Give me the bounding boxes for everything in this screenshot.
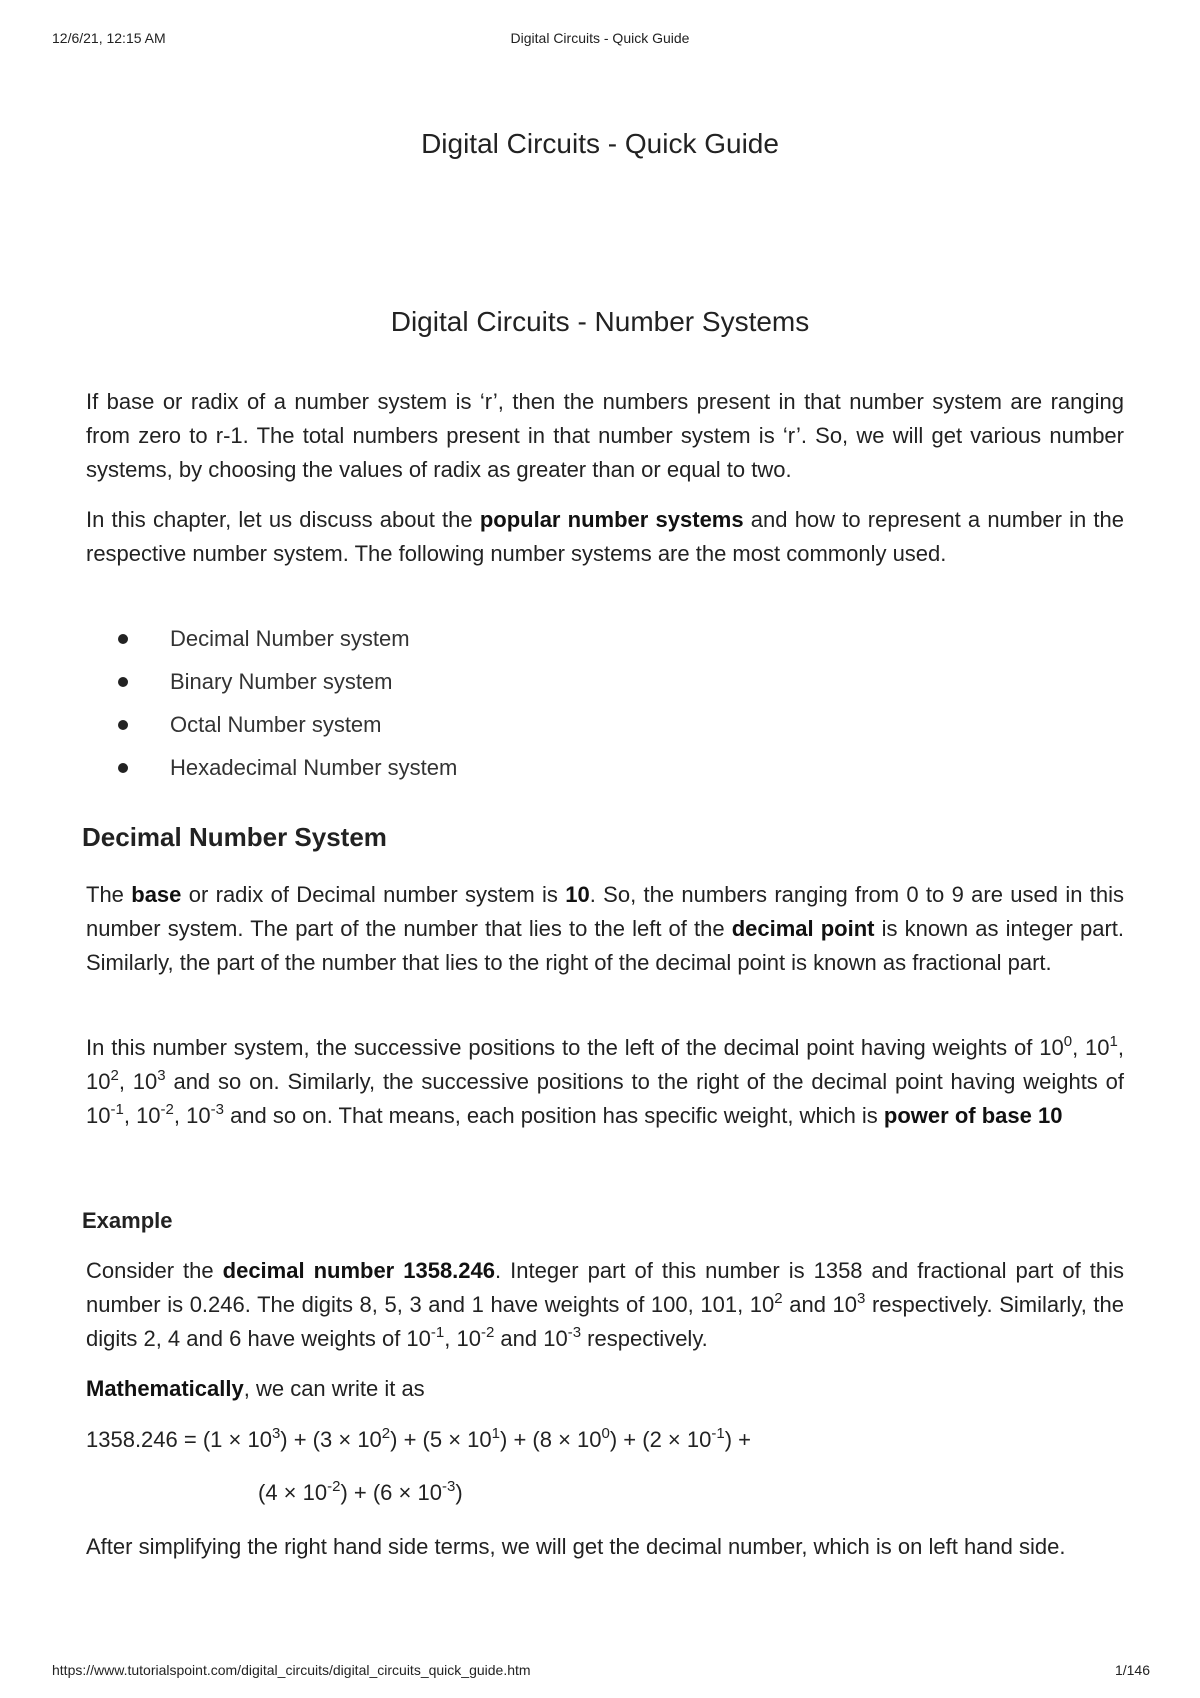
print-page-title: Digital Circuits - Quick Guide — [510, 30, 690, 46]
decimal-paragraph-2: In this number system, the successive positions to the left of the decimal point having weights of $10^0$, $10^1$, $10^2$, $10^3$ and so on. Similarly, the successive positions to the right of the decimal point having weights of $10^{-1}$, $10^{-2}$, $10^{-3}$ and so on. That means, each position has specific weight, which is power of base 10 — [86, 1032, 1124, 1128]
equation-line-2: $(4 \times 10^{-2}) + (6 \times 10^{-3})$ — [258, 1477, 463, 1505]
bullet-icon — [118, 763, 128, 773]
decimal-paragraph-1: The base or radix of Decimal number system is 10. So, the numbers ranging from 0 to 9 are used in this number system. The part of the number that lies to the left of the decimal point is known as integer part. Similarly, the part of the number that lies to the right of the decimal point is known as fractional part. — [86, 882, 1125, 975]
list-item: Decimal Number system — [112, 617, 457, 660]
print-footer-url: https://www.tutorialspoint.com/digital_circuits/digital_circuits_quick_guide.htm — [52, 1662, 531, 1678]
document-title: Digital Circuits - Quick Guide — [421, 128, 779, 159]
number-systems-list — [112, 617, 457, 789]
example-paragraph: Consider the decimal number 1358.246. Integer part of this number is 1358 and fractional part of this number is 0.246. The digits 8, 5, 3 and 1 have weights of 100, 101, $10^2$ and $10^3$ respectively. Similarly, the digits 2, 4 and 6 have weights of $10^{-1}$, $10^{-2}$ and $10^{-3}$ respectively. — [86, 1258, 1125, 1351]
closing-paragraph: After simplifying the right hand side terms, we will get the decimal number, which is on left hand side. — [86, 1534, 1066, 1559]
intro-paragraph-1: If base or radix of a number system is ‘r’, then the numbers present in that number system are ranging from zero to r-1. The total numbers present in that number system is ‘r’. So, we will get various number systems, by choosing the values of radix as greater than or equal to two. — [86, 389, 1124, 482]
example-title: Example — [82, 1208, 173, 1233]
print-page-number: 1/146 — [1114, 1662, 1150, 1678]
equation-line-1: $1358.246 = (1 \times 10^3) + (3 \times 10^2) + (5 \times 10^1) + (8 \times 10^0) + (2 \times 10^{-1})$ + — [86, 1424, 752, 1452]
section-title-decimal: Decimal Number System — [82, 822, 387, 852]
chapter-title: Digital Circuits - Number Systems — [390, 306, 810, 337]
list-item: Hexadecimal Number system — [112, 746, 457, 789]
intro-paragraph-2: In this chapter, let us discuss about the popular number systems and how to represent a number in the respective number system. The following number systems are the most commonly used. — [86, 507, 1124, 566]
list-item: Octal Number system — [112, 703, 457, 746]
list-item: Binary Number system — [112, 660, 457, 703]
mathematically-line: Mathematically, we can write it as — [86, 1376, 425, 1401]
bullet-icon — [118, 634, 128, 644]
print-datetime: 12/6/21, 12:15 AM — [52, 30, 166, 46]
bullet-icon — [118, 720, 128, 730]
bullet-icon — [118, 677, 128, 687]
popular-number-systems-bold: popular number systems — [479, 507, 744, 532]
